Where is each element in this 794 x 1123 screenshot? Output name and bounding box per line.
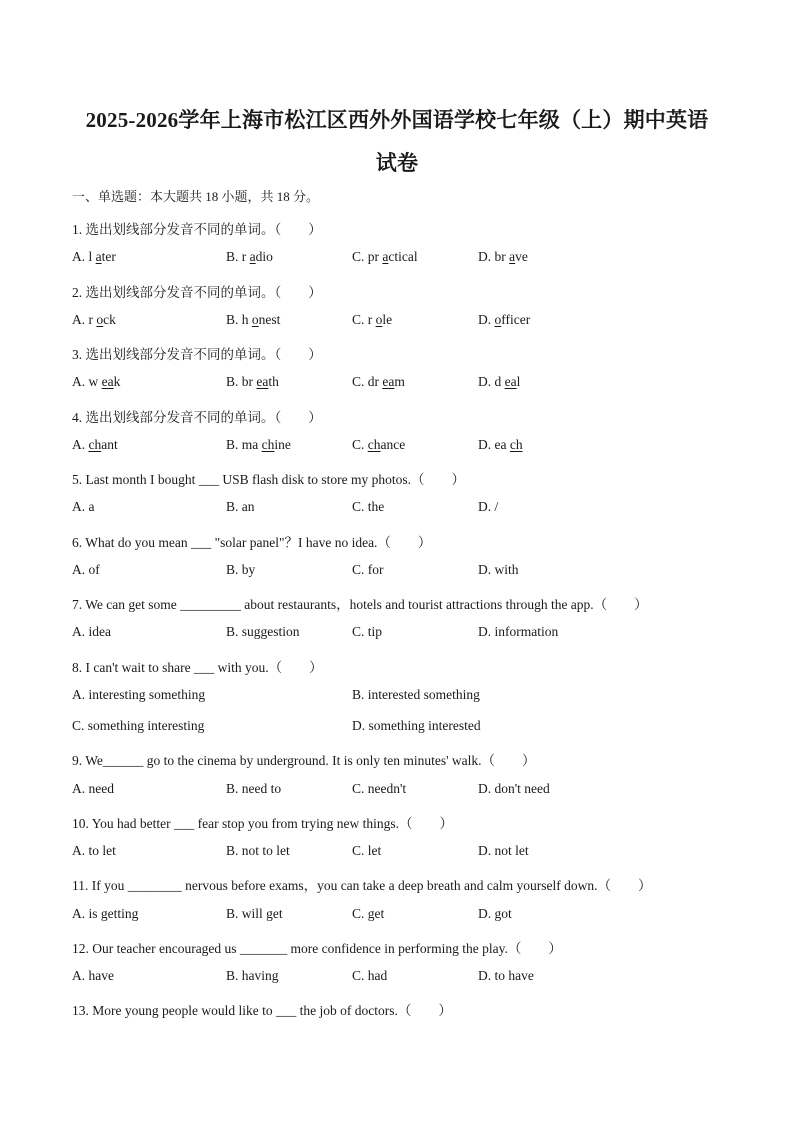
option-letter: A. [72,561,89,577]
option-text: needn't [367,780,407,796]
option-text: something interesting [87,718,205,733]
answer-option [352,312,392,328]
answer-option [226,374,279,390]
answer-option [226,562,255,578]
answer-option [226,249,273,265]
option-text: ance [380,436,406,452]
option-text: don't need [494,780,550,796]
underlined-letters: o [375,311,383,327]
option-letter: C. [352,968,368,983]
answer-option [226,624,300,640]
option-letter: B. [226,374,242,390]
option-letter: A. [72,780,89,796]
answer-option [352,781,406,797]
option-text: got [494,905,512,921]
underlined-letters: a [249,249,256,265]
option-text: suggestion [241,624,300,640]
option-letter: B. [352,686,368,702]
option-text: had [367,968,388,983]
option-letter: D. [478,374,495,390]
option-text: need to [241,780,282,796]
option-letter: C. [352,561,368,577]
underlined-letters: a [382,249,389,265]
option-text: / [494,499,499,515]
option-letter: C. [352,905,368,921]
option-letter: D. [478,311,495,327]
option-text: ve [515,249,528,265]
option-text: not let [494,843,529,858]
option-letter: D. [478,780,495,796]
answer-option [478,624,558,640]
option-text: with [494,561,519,577]
answer-option [226,968,279,984]
answer-option [352,437,405,453]
option-letter: D. [352,718,369,733]
option-letter: A. [72,843,89,858]
option-letter: C. [352,499,368,515]
option-text: a [88,499,95,515]
option-letter: C. [352,624,368,640]
answer-option [478,499,498,515]
question-stem: 3. 选出划线部分发音不同的单词。（ ） [72,347,322,362]
underlined-letters: ch [509,436,523,452]
answer-option [72,562,100,578]
answer-option [352,499,384,515]
option-text: ctical [388,249,418,265]
option-text: ma [241,436,262,452]
option-text: let [367,843,382,858]
option-text: is getting [88,905,139,921]
answer-option [352,718,481,734]
option-text: will get [241,905,283,921]
option-letter: C. [72,718,88,733]
answer-option [478,968,534,984]
question-stem: 1. 选出划线部分发音不同的单词。（ ） [72,222,322,237]
underlined-letters: ch [367,436,381,452]
option-letter: A. [72,686,89,702]
question-stem: 7. We can get some _________ about restaurants，hotels and tourist attractions through the app.（ ） [72,597,648,612]
answer-option [478,562,519,578]
option-text: ant [101,436,118,452]
answer-option [72,843,116,859]
option-text: pr [367,249,383,265]
option-text: of [88,561,100,577]
underlined-letters: ea [504,374,517,390]
question-stem: 4. 选出划线部分发音不同的单词。（ ） [72,409,322,425]
option-text: interesting something [88,686,206,702]
option-letter: A. [72,499,89,515]
answer-option [72,968,114,984]
option-letter: A. [72,624,89,640]
option-letter: A. [72,311,89,327]
answer-option [72,718,204,734]
answer-option [72,312,116,328]
option-text: ine [274,436,291,452]
underlined-letters: ch [88,436,102,452]
underlined-letters: o [96,311,104,327]
question-stem: 10. You had better ___ fear stop you from trying new things.（ ） [72,815,453,831]
option-letter: B. [226,968,242,983]
exam-title-line2: 试卷 [375,151,419,175]
question-stem: 5. Last month I bought ___ USB flash disk to store my photos.（ ） [72,472,465,487]
option-text: tip [367,624,383,640]
option-text: get [367,905,385,921]
answer-option [352,687,480,703]
option-text: the [367,499,385,515]
question-stem: 11. If you ________ nervous before exams，you can take a deep breath and calm yourself down.（ ） [72,878,652,894]
option-text: an [241,499,255,515]
answer-option [72,906,138,922]
option-letter: C. [352,374,368,390]
question-stem: 13. More young people would like to ___ the job of doctors.（ ） [72,1003,452,1019]
answer-option [226,906,283,922]
answer-option [478,906,512,922]
answer-option [478,249,528,265]
option-letter: C. [352,311,368,327]
question-stem: 12. Our teacher encouraged us _______ more confidence in performing the play.（ ） [72,940,562,956]
option-text: r [367,311,376,327]
option-text: r [88,311,97,327]
underlined-letters: a [95,249,102,265]
option-text: having [241,968,279,983]
option-letter: B. [226,499,242,515]
option-text: not to let [241,843,290,858]
option-letter: B. [226,905,242,921]
option-letter: D. [478,905,495,921]
option-text: interested something [367,686,480,702]
option-letter: D. [478,843,495,858]
option-text: l [516,374,521,390]
option-letter: D. [478,561,495,577]
question-stem: 2. 选出划线部分发音不同的单词。（ ） [72,284,322,300]
option-letter: B. [226,436,242,452]
option-letter: A. [72,905,89,921]
answer-option [352,843,381,859]
option-text: r [241,249,250,265]
option-text: br [241,374,257,390]
option-text: le [382,311,393,327]
option-text: dio [255,249,273,265]
option-text: ck [103,311,116,327]
answer-option [72,249,116,265]
answer-option [352,374,405,390]
underlined-letters: ea [101,374,114,390]
option-letter: D. [478,968,495,983]
option-letter: A. [72,436,89,452]
answer-option [226,312,280,328]
answer-option [478,374,520,390]
answer-option [226,781,281,797]
option-letter: B. [226,843,242,858]
option-text: to have [494,968,534,983]
answer-option [352,624,382,640]
option-text: h [241,311,252,327]
option-text: k [113,374,121,390]
option-letter: D. [478,249,495,265]
underlined-letters: a [509,249,516,265]
answer-option [72,687,205,703]
answer-option [72,437,118,453]
option-letter: D. [478,499,495,515]
question-stem: 9. We______ go to the cinema by underground. It is only ten minutes' walk.（ ） [72,753,536,769]
option-text: to let [88,843,116,858]
question-stem: 8. I can't wait to share ___ with you.（ ） [72,659,323,675]
option-letter: C. [352,436,368,452]
option-text: br [494,249,510,265]
answer-option [72,374,120,390]
underlined-letters: ea [256,374,269,390]
answer-option [352,968,387,984]
option-letter: A. [72,968,89,983]
answer-option [478,781,550,797]
option-letter: B. [226,624,242,640]
underlined-letters: o [251,311,259,327]
answer-option [72,781,114,797]
option-text: d [494,374,505,390]
section-heading: 一、单选题：本大题共 18 小题，共 18 分。 [72,189,320,204]
answer-option [226,437,291,453]
option-text: by [241,561,256,577]
exam-title-line1: 2025-2026学年上海市松江区西外外国语学校七年级（上）期中英语 [85,108,709,132]
option-text: l [88,249,96,265]
option-text: fficer [501,311,531,327]
option-text: something interested [368,718,481,733]
option-text: ter [101,249,116,265]
answer-option [478,843,529,859]
underlined-letters: ea [382,374,395,390]
answer-option [226,843,290,859]
underlined-letters: o [494,311,502,327]
option-letter: B. [226,780,242,796]
option-text: m [394,374,405,390]
option-text: nest [258,311,281,327]
answer-option [352,562,384,578]
option-letter: B. [226,311,242,327]
option-letter: B. [226,561,242,577]
answer-option [352,249,418,265]
option-text: w [88,374,102,390]
answer-option [72,624,111,640]
answer-option [72,499,95,515]
option-letter: D. [478,624,495,640]
option-letter: C. [352,780,368,796]
option-letter: C. [352,249,368,265]
option-text: idea [88,624,111,640]
option-letter: C. [352,843,368,858]
option-text: th [268,374,279,390]
option-text: ea [494,436,510,452]
option-text: for [367,561,384,577]
answer-option [478,437,523,453]
answer-option [226,499,255,515]
option-letter: B. [226,249,242,265]
option-letter: D. [478,436,495,452]
option-text: dr [367,374,383,390]
answer-option [352,906,384,922]
option-text: have [88,968,114,983]
answer-option [478,312,530,328]
question-stem: 6. What do you mean ___ "solar panel"？I have no idea.（ ） [72,534,432,550]
underlined-letters: ch [261,436,275,452]
option-text: need [88,780,114,796]
option-letter: A. [72,249,89,265]
option-letter: A. [72,374,89,390]
option-text: information [494,624,559,640]
